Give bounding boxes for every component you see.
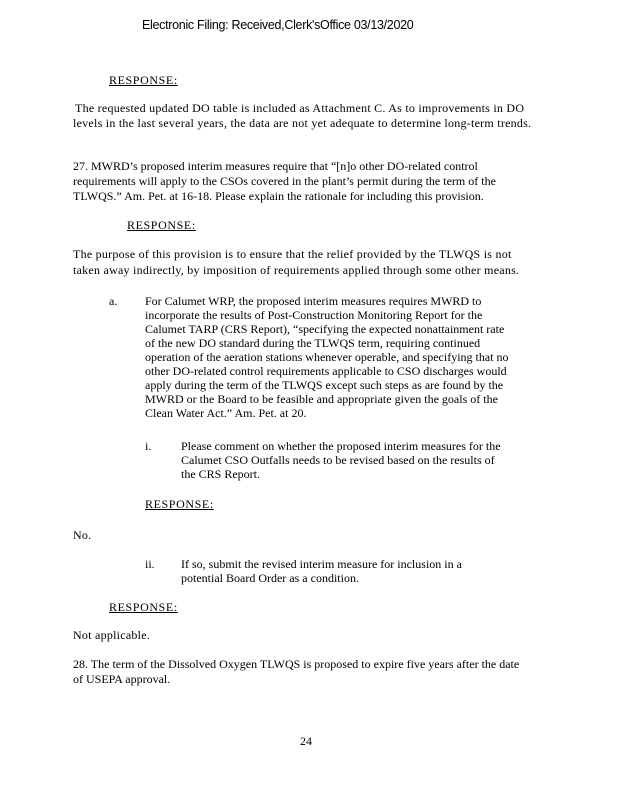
item-ii-label: ii. [145,557,155,571]
answer-no: No. [73,528,92,542]
question-27-line: requirements will apply to the CSOs covered in the plant’s permit during the term of the [73,174,496,188]
item-i-line: Please comment on whether the proposed interim measures for the [181,439,501,453]
item-i-line: Calumet CSO Outfalls needs to be revised based on the results of [181,453,495,467]
item-ii-line: If so, submit the revised interim measure for inclusion in a [181,557,462,571]
item-a-line: other DO-related control requirements applicable to CSO discharges would [145,364,507,378]
item-a-line: For Calumet WRP, the proposed interim measures requires MWRD to [145,294,482,308]
electronic-filing-header: Electronic Filing: Received,Clerk'sOffice 03/13/2020 [142,18,414,32]
item-a-line: of the new DO standard during the TLWQS term, requiring continued [145,336,481,350]
item-a-line: Clean Water Act.” Am. Pet. at 20. [145,406,307,420]
item-a-line: Calumet TARP (CRS Report), “specifying the expected nonattainment rate [145,322,505,336]
question-27-line: 27. MWRD’s proposed interim measures require that “[n]o other DO-related control [73,159,478,173]
answer-not-applicable: Not applicable. [73,628,151,642]
response-heading: RESPONSE: [127,218,196,232]
response-text-line: taken away indirectly, by imposition of requirements applied through some other means. [73,263,520,277]
item-a-line: apply during the term of the TLWQS except such steps as are found by the [145,378,504,392]
question-27-line: TLWQS.” Am. Pet. at 16-18. Please explain the rationale for including this provision. [73,189,484,203]
item-ii-line: potential Board Order as a condition. [181,571,359,585]
question-28-line: of USEPA approval. [73,672,171,686]
response-text-line: levels in the last several years, the data are not yet adequate to determine long-term trends. [73,116,532,130]
question-28-line: 28. The term of the Dissolved Oxygen TLWQS is proposed to expire five years after the date [73,657,520,671]
item-a-line: operation of the aeration stations whenever operable, and specifying that no [145,350,509,364]
item-a-line: MWRD or the Board to be feasible and appropriate given the goals of the [145,392,498,406]
item-i-line: the CRS Report. [181,467,261,481]
response-text-line: The purpose of this provision is to ensure that the relief provided by the TLWQS is not [73,247,512,261]
item-i-label: i. [145,439,152,453]
response-text-line: The requested updated DO table is included as Attachment C. As to improvements in DO [75,101,525,115]
response-heading: RESPONSE: [109,73,178,87]
response-heading: RESPONSE: [109,600,178,614]
item-a-line: incorporate the results of Post-Construction Monitoring Report for the [145,308,483,322]
response-heading: RESPONSE: [145,497,214,511]
item-a-label: a. [109,294,118,308]
page-number: 24 [300,734,312,748]
